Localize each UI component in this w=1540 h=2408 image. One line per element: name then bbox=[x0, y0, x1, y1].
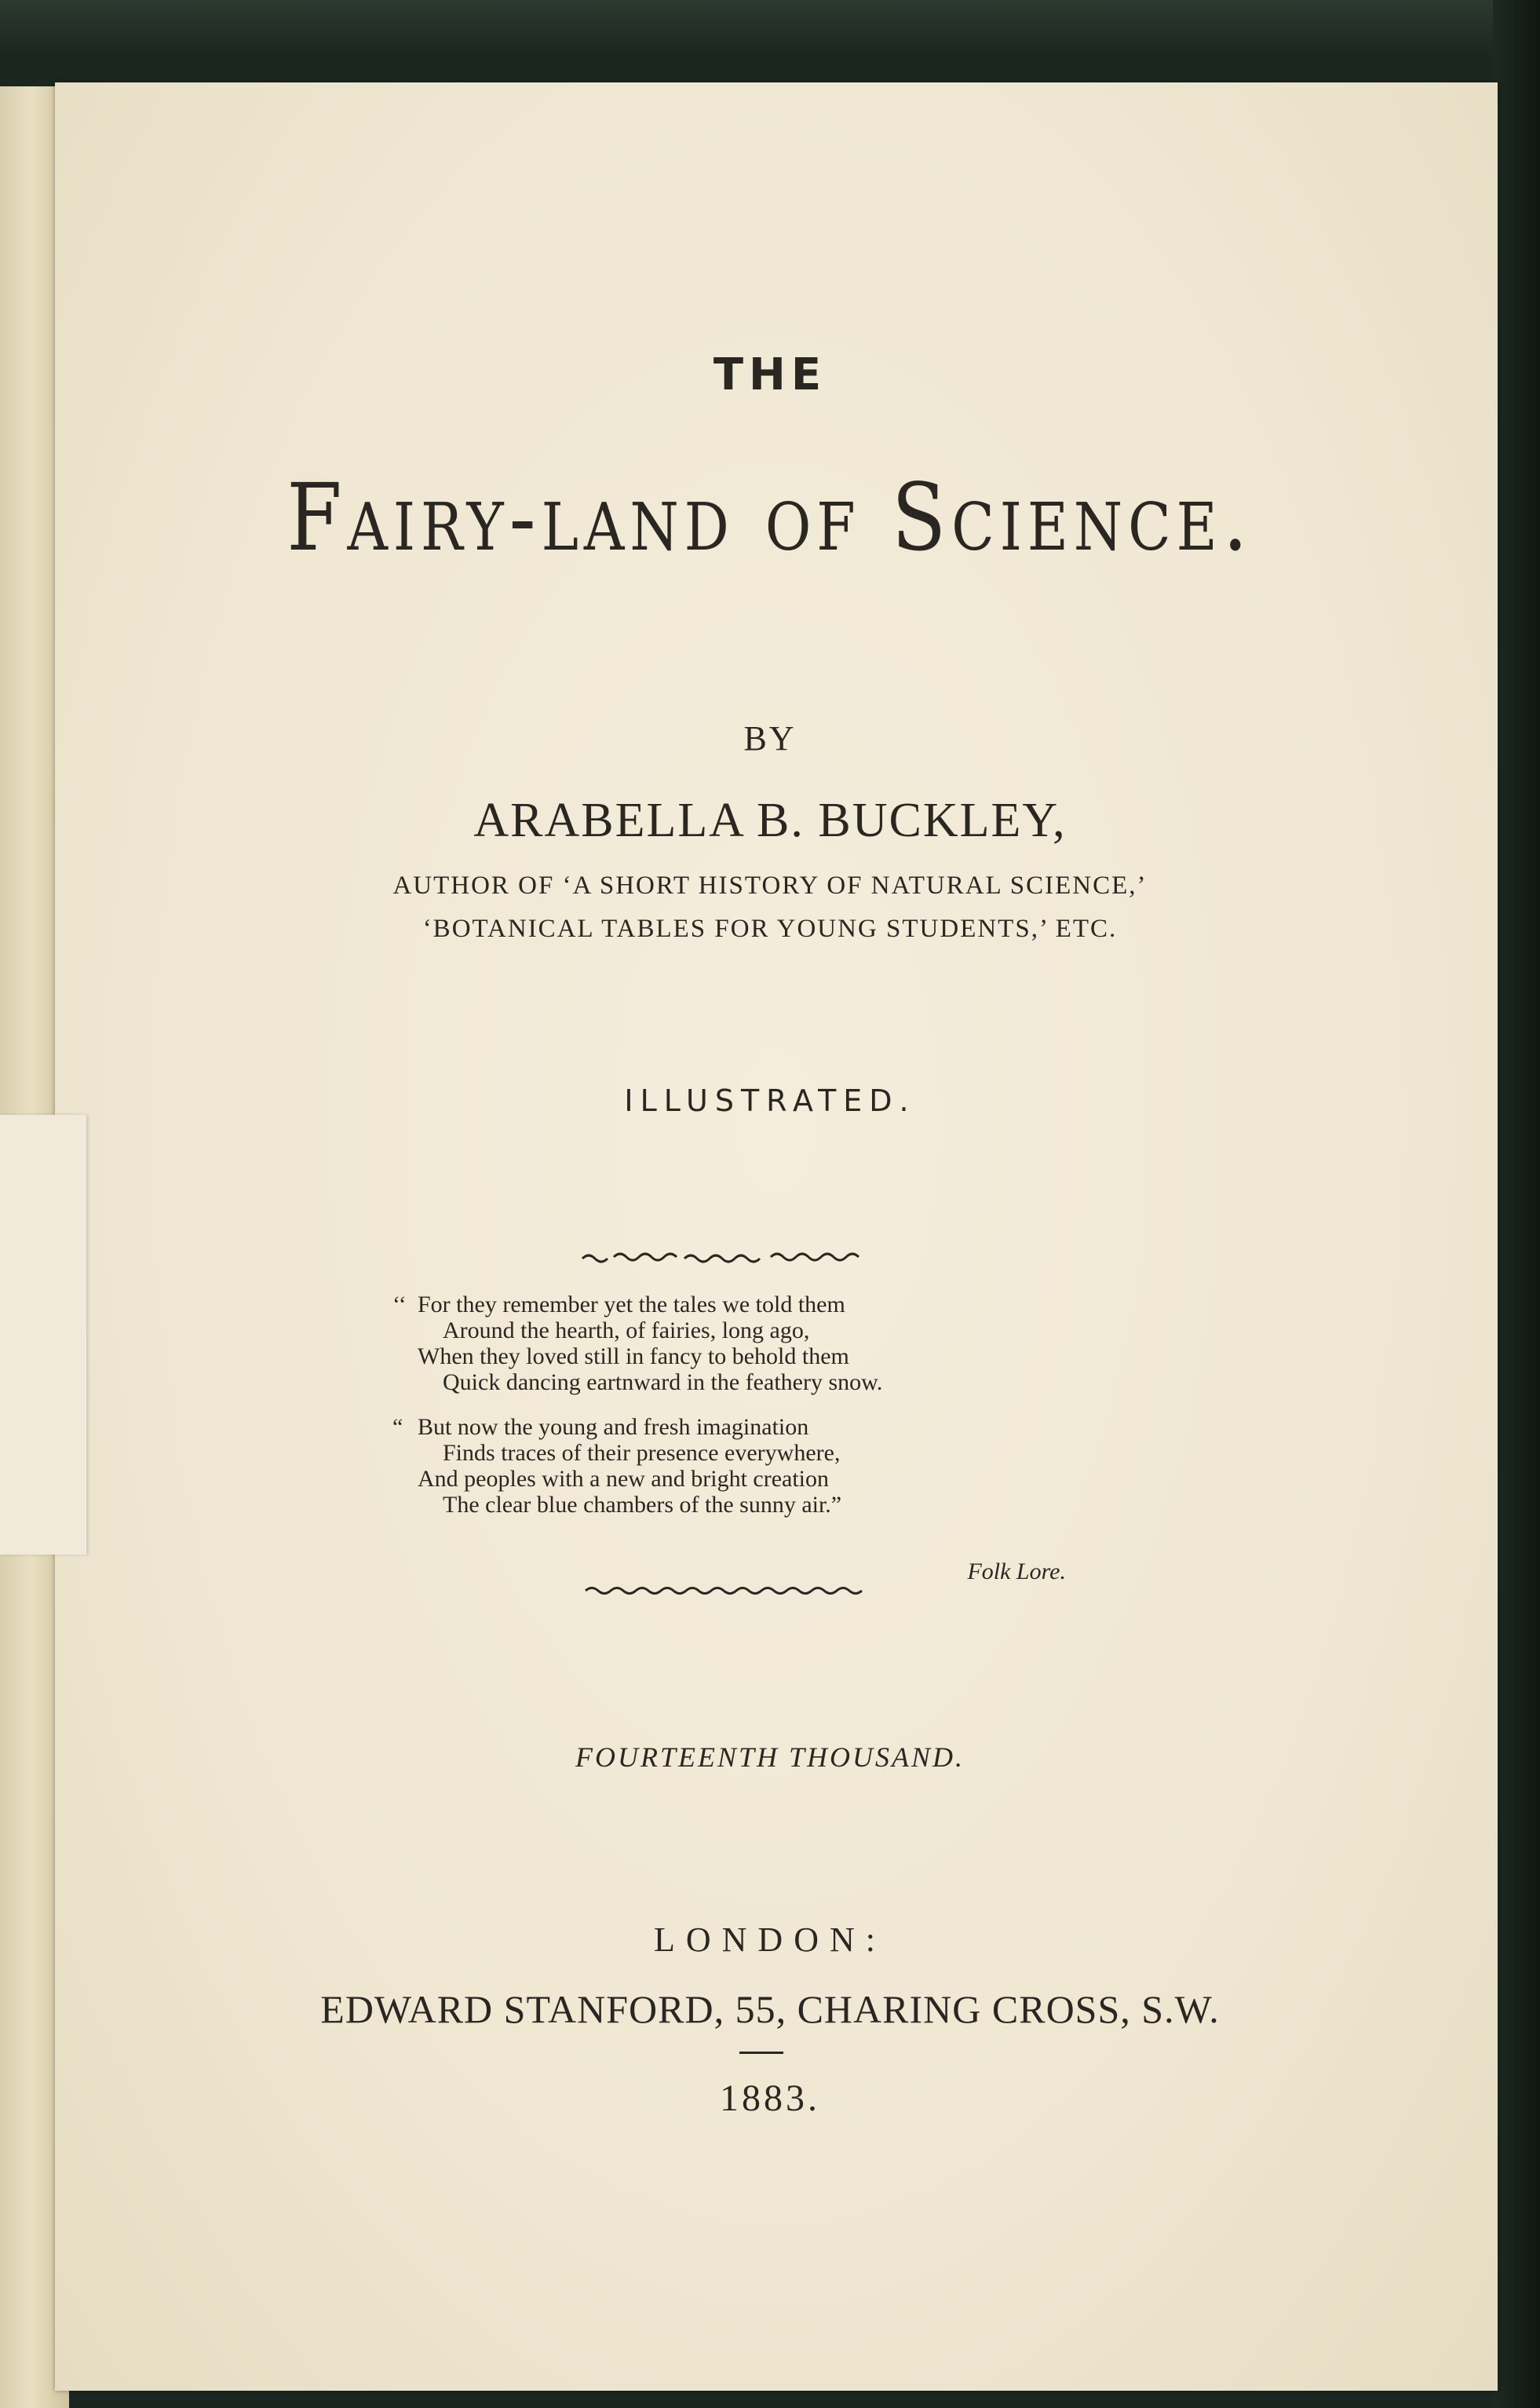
poem-line-text: But now the young and fresh imagination bbox=[418, 1414, 809, 1440]
poem-line: Finds traces of their presence everywhere, bbox=[443, 1440, 841, 1466]
author-credits-line-1: AUTHOR OF ‘A SHORT HISTORY OF NATURAL SCIENCE,’ bbox=[392, 871, 1148, 900]
publisher-address: EDWARD STANFORD, 55, CHARING CROSS, S.W. bbox=[320, 1987, 1220, 2031]
poem-line: Around the hearth, of fairies, long ago, bbox=[443, 1317, 810, 1343]
poem-attribution: Folk Lore. bbox=[967, 1558, 1066, 1584]
edition-note: FOURTEENTH THOUSAND. bbox=[575, 1741, 965, 1773]
divider-rule bbox=[739, 2052, 783, 2054]
poem-line-text: For they remember yet the tales we told them bbox=[418, 1292, 845, 1317]
poem-stanza-2 bbox=[392, 1414, 1099, 1518]
paper-tab bbox=[0, 1115, 86, 1555]
poem-stanza-1 bbox=[392, 1292, 1099, 1395]
wavy-ornament-top bbox=[0, 1244, 1540, 1268]
title-article: THE bbox=[713, 349, 827, 400]
poem-line: Quick dancing eartnward in the feathery snow. bbox=[443, 1369, 883, 1395]
poem-line: When they loved still in fancy to behold them bbox=[418, 1343, 849, 1369]
wavy-ornament-bottom bbox=[0, 1580, 1540, 1603]
book-binding-top bbox=[0, 0, 1540, 63]
illustrated-note: ILLUSTRATED. bbox=[624, 1083, 916, 1118]
author-credits-line-2: ‘BOTANICAL TABLES FOR YOUNG STUDENTS,’ ETC. bbox=[422, 915, 1118, 943]
opening-quote: “ bbox=[392, 1414, 403, 1440]
author-name: ARABELLA B. BUCKLEY, bbox=[473, 794, 1067, 847]
publication-city: LONDON: bbox=[654, 1920, 886, 1959]
publication-year: 1883. bbox=[720, 2077, 820, 2119]
epigraph-poem bbox=[392, 1292, 1099, 1537]
poem-line bbox=[392, 1292, 1099, 1317]
byline: BY bbox=[743, 719, 797, 758]
opening-quote: ‘‘ bbox=[392, 1292, 407, 1317]
title-page bbox=[55, 82, 1498, 2391]
poem-line bbox=[392, 1414, 1099, 1440]
poem-line: The clear blue chambers of the sunny air.” bbox=[443, 1492, 842, 1518]
poem-line: And peoples with a new and bright creation bbox=[418, 1466, 830, 1492]
book-title: Fairy-land of Science. bbox=[286, 463, 1254, 572]
